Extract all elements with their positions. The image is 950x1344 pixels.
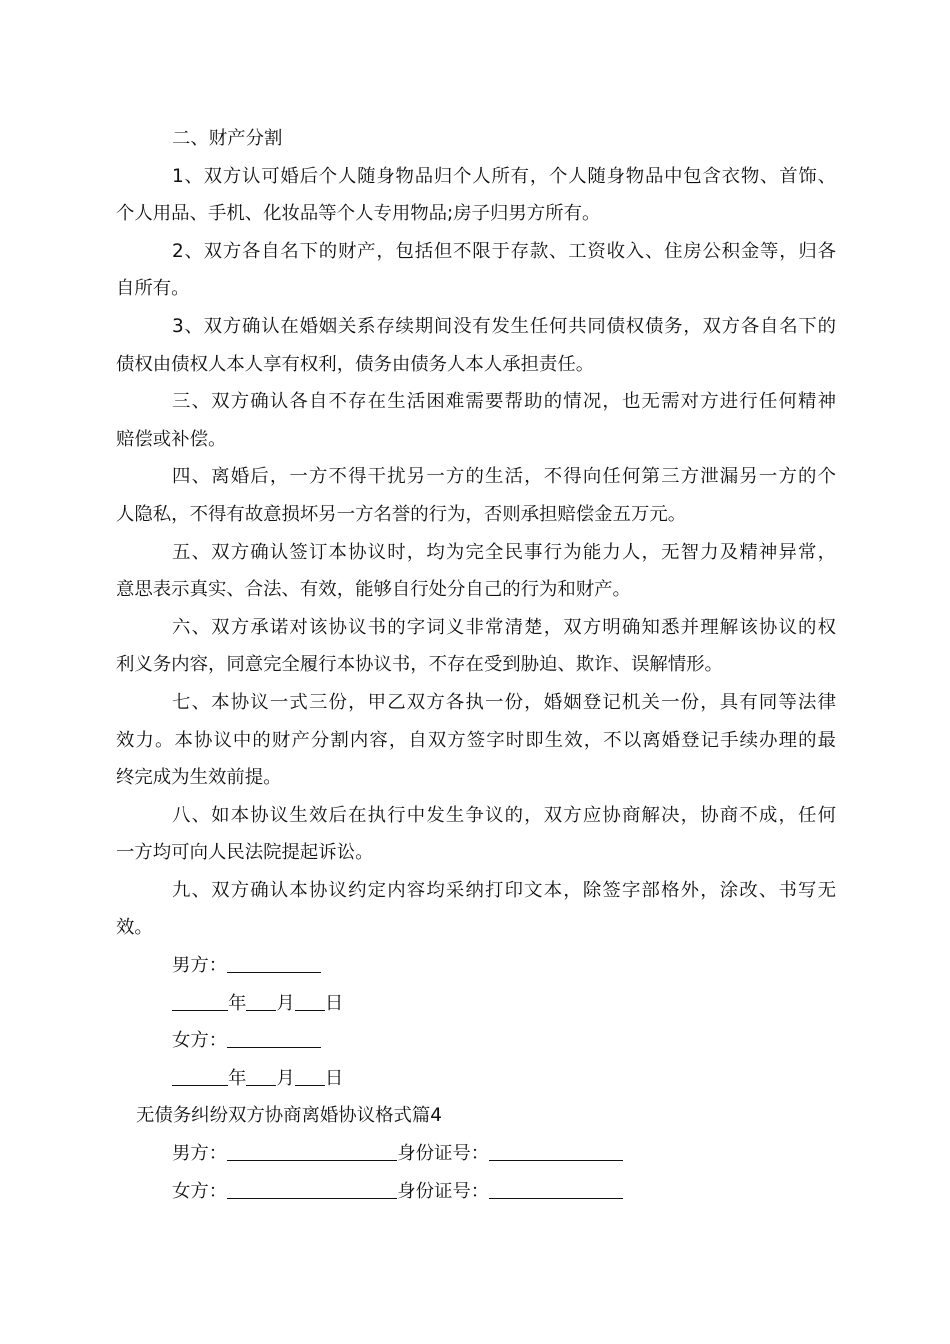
- paragraph-line: 终完成为生效前提。: [116, 767, 282, 789]
- female-date-row: [116, 1060, 836, 1098]
- paragraph-line: 七、本协议一式三份，甲乙双方各执一份，婚姻登记机关一份，具有同等法律: [172, 691, 836, 713]
- paragraph-line: 五、双方确认签订本协议时，均为完全民事行为能力人，无智力及精神异常，: [172, 541, 836, 563]
- id-number-label: 身份证号：: [397, 1143, 490, 1165]
- paragraph-line: 2、双方各自名下的财产，包括但不限于存款、工资收入、住房公积金等，归各: [172, 240, 836, 262]
- female-signature-label: 女方：: [172, 1030, 228, 1052]
- male-signature-row: [116, 947, 836, 985]
- day-blank[interactable]: [295, 1061, 325, 1086]
- clause-3: [116, 308, 836, 383]
- female-signature-row: [116, 1022, 836, 1060]
- section-six: [116, 609, 836, 684]
- female-name-blank[interactable]: [227, 1174, 397, 1199]
- male-name-blank[interactable]: [227, 1136, 397, 1161]
- male-id-blank[interactable]: [489, 1136, 623, 1161]
- female-label: 女方：: [172, 1180, 228, 1202]
- paragraph-line: 九、双方确认本协议约定内容均采纳打印文本，除签字部格外，涂改、书写无: [172, 879, 836, 901]
- paragraph-line: 三、双方确认各自不存在生活困难需要帮助的情况，也无需对方进行任何精神: [172, 391, 836, 413]
- paragraph-line: 3、双方确认在婚姻关系存续期间没有发生任何共同债权债务，双方各自名下的: [172, 315, 836, 337]
- year-label: 年: [228, 992, 247, 1014]
- day-label: 日: [324, 992, 344, 1014]
- year-blank[interactable]: [172, 986, 228, 1011]
- section-nine: [116, 872, 836, 947]
- clause-2: [116, 233, 836, 308]
- paragraph-line: 利义务内容，同意完全履行本协议书，不存在受到胁迫、欺诈、误解情形。: [116, 654, 723, 676]
- female-signature-blank[interactable]: [227, 1023, 321, 1048]
- paragraph-line: 八、如本协议生效后在执行中发生争议的，双方应协商解决，协商不成，任何: [172, 804, 836, 826]
- paragraph-line: 效力。本协议中的财产分割内容，自双方签字时即生效，不以离婚登记手续办理的最: [116, 729, 836, 751]
- male-signature-blank[interactable]: [227, 948, 321, 973]
- month-label: 月: [276, 992, 295, 1014]
- paragraph-line: 人隐私，不得有故意损坏另一方名誉的行为，否则承担赔偿金五万元。: [116, 503, 687, 525]
- section-three: [116, 383, 836, 458]
- paragraph-line: 六、双方承诺对该协议书的字词义非常清楚，双方明确知悉并理解该协议的权: [172, 616, 836, 638]
- paragraph-line: 赔偿或补偿。: [116, 428, 227, 450]
- month-blank[interactable]: [246, 986, 276, 1011]
- document-body: [116, 120, 836, 1210]
- section-eight: [116, 797, 836, 872]
- paragraph-line: 意思表示真实、合法、有效，能够自行处分自己的行为和财产。: [116, 579, 631, 601]
- month-label: 月: [276, 1067, 295, 1089]
- male-label: 男方：: [172, 1143, 228, 1165]
- paragraph-line: 效。: [116, 917, 153, 939]
- id-number-label: 身份证号：: [397, 1180, 490, 1202]
- section-heading: 无债务纠纷双方协商离婚协议格式篇4: [136, 1105, 442, 1127]
- clause-1: [116, 158, 836, 233]
- section-title: 二、财产分割: [172, 128, 283, 149]
- male-signature-label: 男方：: [172, 955, 228, 977]
- paragraph-line: 个人用品、手机、化妆品等个人专用物品;房子归男方所有。: [116, 203, 601, 225]
- female-id-blank[interactable]: [489, 1174, 623, 1199]
- paragraph-line: 四、离婚后，一方不得干扰另一方的生活，不得向任何第三方泄漏另一方的个: [172, 466, 836, 488]
- day-label: 日: [324, 1067, 344, 1089]
- paragraph-line: 1、双方认可婚后个人随身物品归个人所有，个人随身物品中包含衣物、首饰、: [172, 165, 836, 187]
- female-id-row: [116, 1173, 836, 1211]
- section-four: [116, 458, 836, 533]
- year-label: 年: [228, 1067, 247, 1089]
- paragraph-line: 自所有。: [116, 278, 190, 300]
- paragraph-line: 一方均可向人民法院提起诉讼。: [116, 842, 374, 864]
- male-id-row: [116, 1135, 836, 1173]
- day-blank[interactable]: [295, 986, 325, 1011]
- male-date-row: [116, 985, 836, 1023]
- month-blank[interactable]: [246, 1061, 276, 1086]
- section-five: [116, 534, 836, 609]
- year-blank[interactable]: [172, 1061, 228, 1086]
- paragraph-line: 债权由债权人本人享有权利，债务由债务人本人承担责任。: [116, 353, 595, 375]
- section-seven: [116, 684, 836, 797]
